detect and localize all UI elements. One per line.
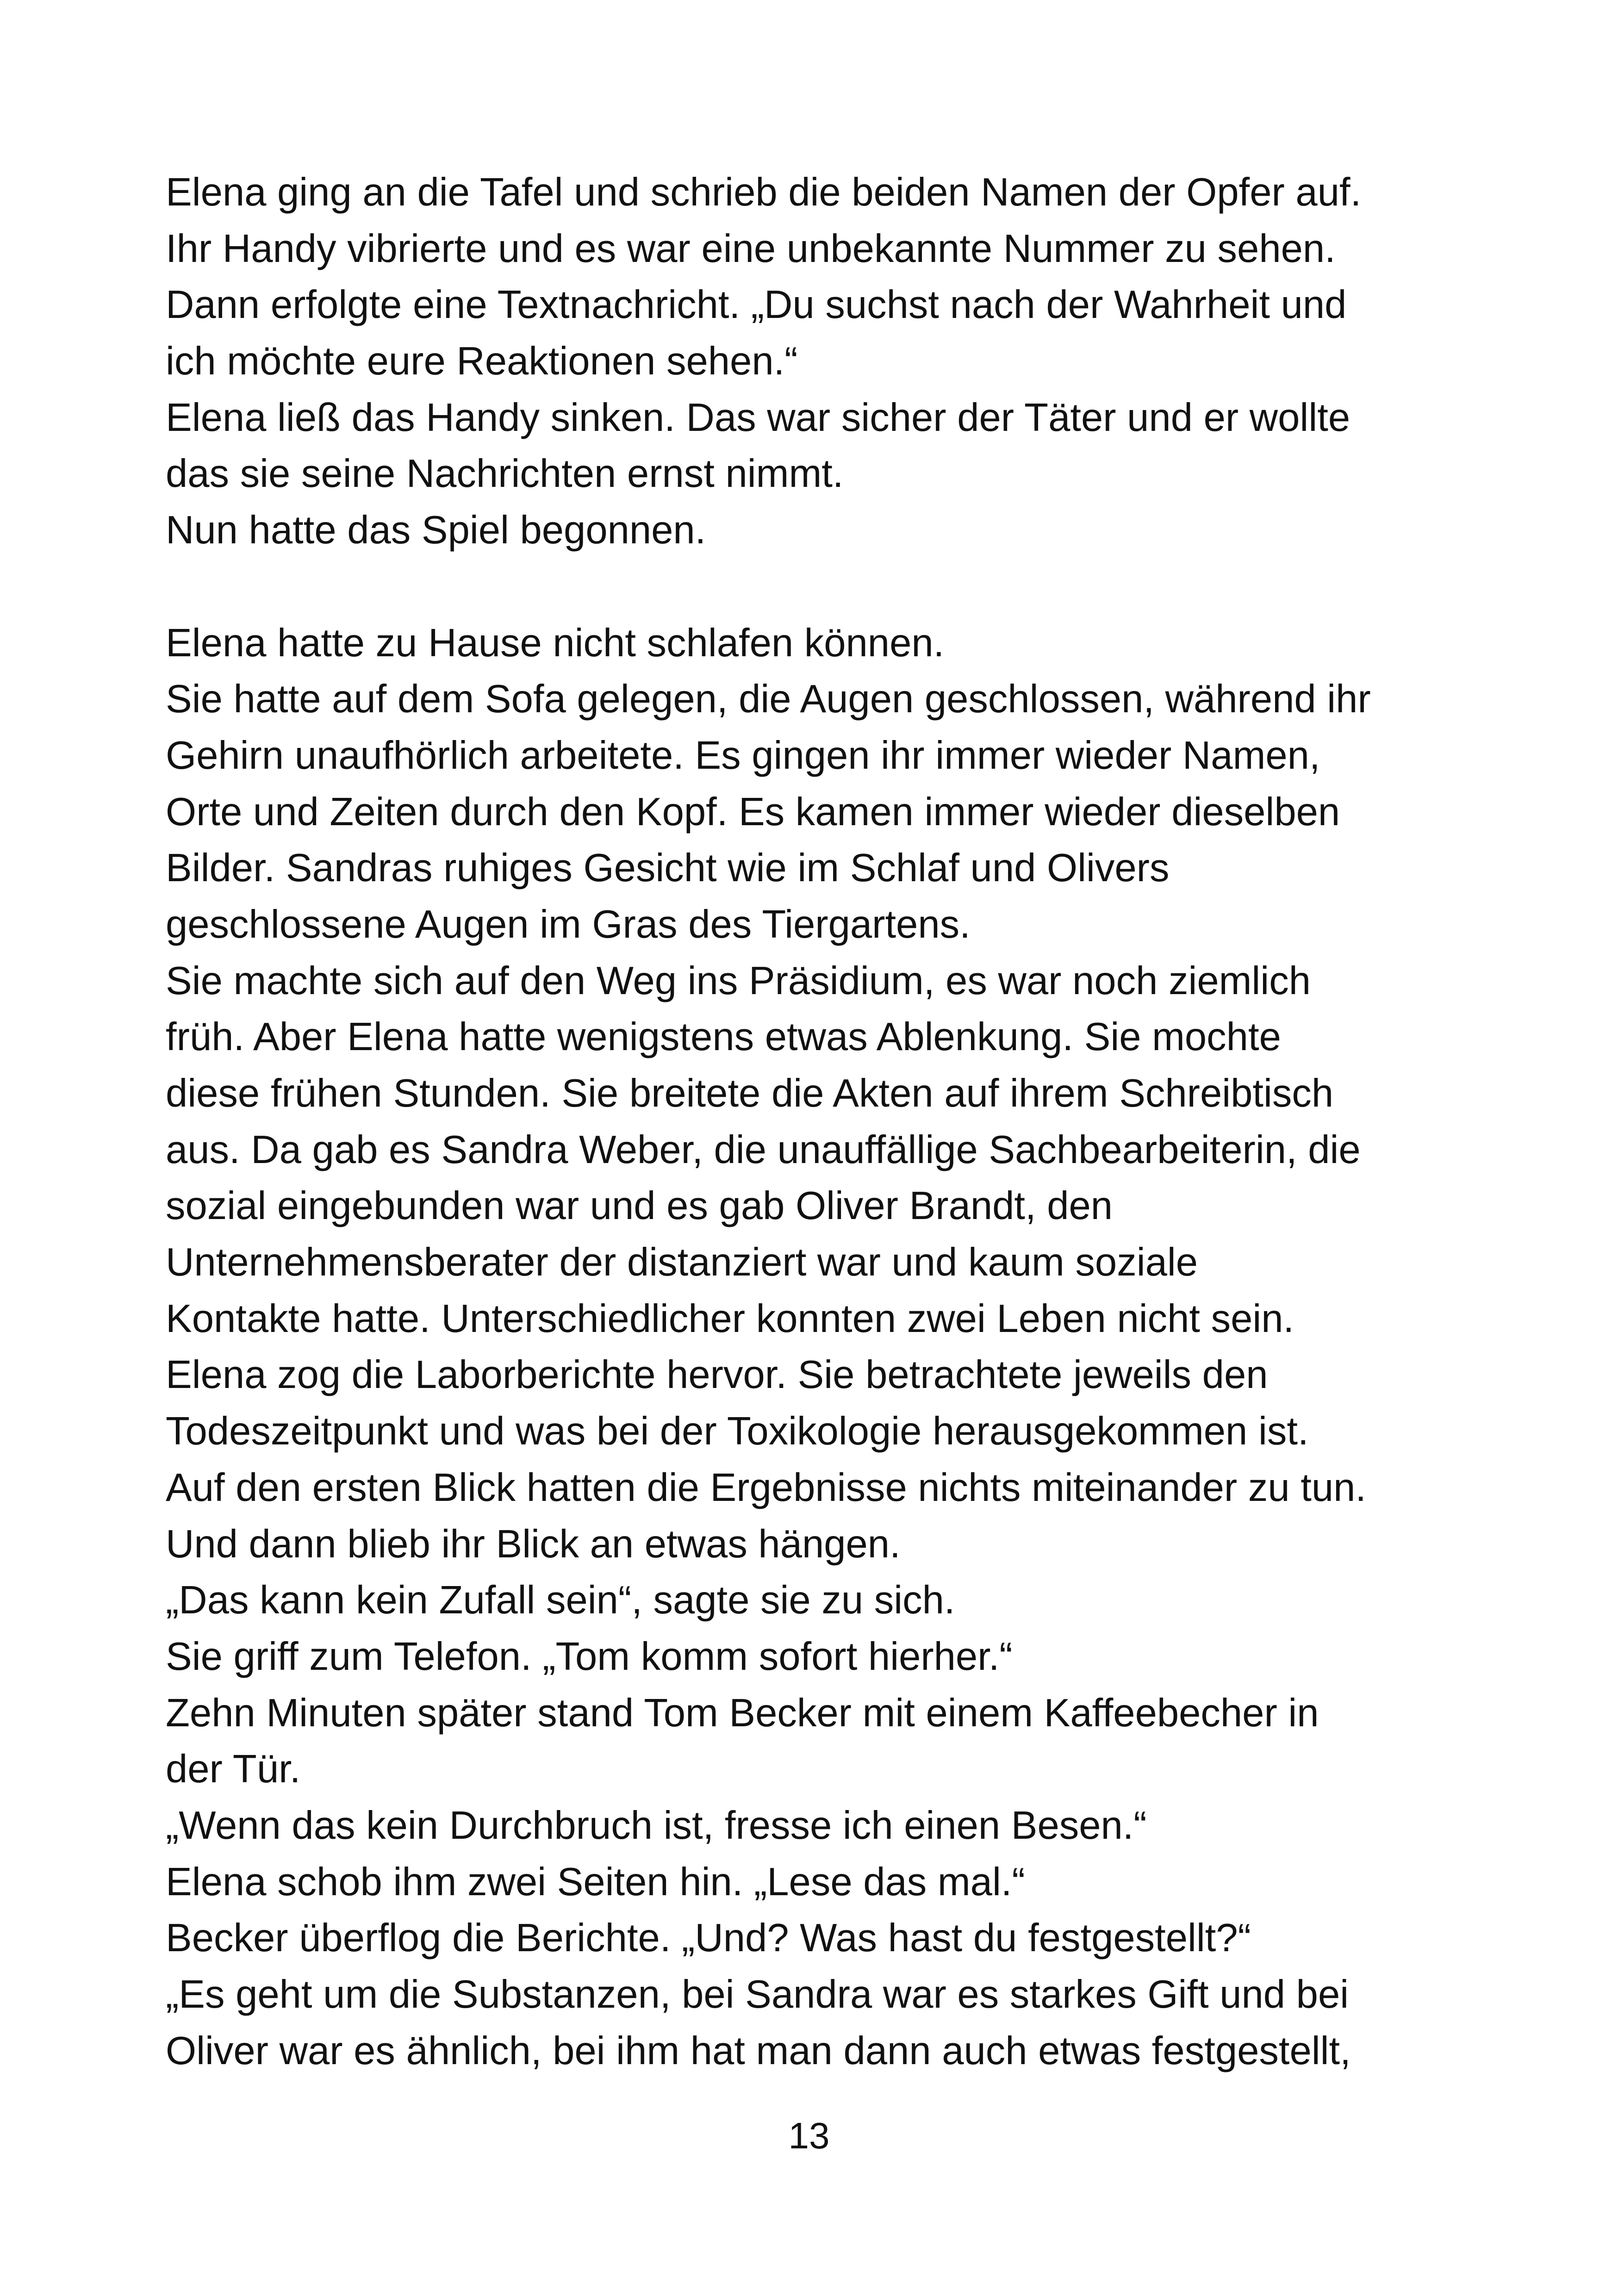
text-line: Elena schob ihm zwei Seiten hin. „Lese das mal.“ — [166, 1860, 1025, 1904]
text-line: Sie griff zum Telefon. „Tom komm sofort hierher.“ — [166, 1634, 1013, 1679]
text-line: Elena hatte zu Hause nicht schlafen können. — [166, 621, 945, 665]
text-line: „Es geht um die Substanzen, bei Sandra war es starkes Gift und bei — [166, 1972, 1349, 2016]
text-line: Sie machte sich auf den Weg ins Präsidium, es war noch ziemlich — [166, 958, 1311, 1003]
text-line: Orte und Zeiten durch den Kopf. Es kamen immer wieder dieselben — [166, 790, 1340, 834]
text-line: Bilder. Sandras ruhiges Gesicht wie im Schlaf und Olivers — [166, 846, 1170, 890]
text-line: „Das kann kein Zufall sein“, sagte sie zu sich. — [166, 1578, 955, 1623]
text-line: Und dann blieb ihr Blick an etwas hängen. — [166, 1522, 901, 1566]
text-line: Elena zog die Laborberichte hervor. Sie betrachtete jeweils den — [166, 1353, 1268, 1397]
text-line: das sie seine Nachrichten ernst nimmt. — [166, 452, 844, 496]
text-line: aus. Da gab es Sandra Weber, die unauffällige Sachbearbeiterin, die — [166, 1127, 1361, 1172]
text-line: Oliver war es ähnlich, bei ihm hat man dann auch etwas festgestellt, — [166, 2028, 1351, 2073]
text-line: Ihr Handy vibrierte und es war eine unbekannte Nummer zu sehen. — [166, 226, 1336, 271]
text-line: Elena ließ das Handy sinken. Das war sicher der Täter und er wollte — [166, 395, 1350, 440]
text-line: Elena ging an die Tafel und schrieb die beiden Namen der Opfer auf. — [166, 170, 1362, 214]
page-number: 13 — [788, 2115, 830, 2156]
text-line: der Tür. — [166, 1747, 301, 1792]
text-line: Kontakte hatte. Unterschiedlicher konnten zwei Leben nicht sein. — [166, 1296, 1294, 1341]
text-line: Unternehmensberater der distanziert war und kaum soziale — [166, 1240, 1198, 1285]
text-line: Todeszeitpunkt und was bei der Toxikologie herausgekommen ist. — [166, 1409, 1309, 1454]
body-text — [166, 164, 1471, 2079]
text-line: geschlossene Augen im Gras des Tiergartens. — [166, 902, 971, 946]
text-line: Nun hatte das Spiel begonnen. — [166, 508, 706, 553]
paragraph-break — [166, 559, 1471, 615]
text-line: früh. Aber Elena hatte wenigstens etwas Ablenkung. Sie mochte — [166, 1015, 1281, 1059]
text-line: Zehn Minuten später stand Tom Becker mit einem Kaffeebecher in — [166, 1691, 1319, 1735]
text-line: Auf den ersten Blick hatten die Ergebnisse nichts miteinander zu tun. — [166, 1465, 1366, 1510]
text-line: Becker überflog die Berichte. „Und? Was hast du festgestellt?“ — [166, 1916, 1251, 1960]
text-line: Dann erfolgte eine Textnachricht. „Du suchst nach der Wahrheit und — [166, 283, 1347, 327]
text-line: sozial eingebunden war und es gab Oliver Brandt, den — [166, 1184, 1113, 1228]
text-line: „Wenn das kein Durchbruch ist, fresse ich einen Besen.“ — [166, 1803, 1147, 1848]
text-line: ich möchte eure Reaktionen sehen.“ — [166, 339, 798, 384]
text-line: Gehirn unaufhörlich arbeitete. Es gingen ihr immer wieder Namen, — [166, 733, 1320, 778]
text-line: diese frühen Stunden. Sie breitete die Akten auf ihrem Schreibtisch — [166, 1071, 1334, 1115]
text-line: Sie hatte auf dem Sofa gelegen, die Augen geschlossen, während ihr — [166, 677, 1371, 722]
